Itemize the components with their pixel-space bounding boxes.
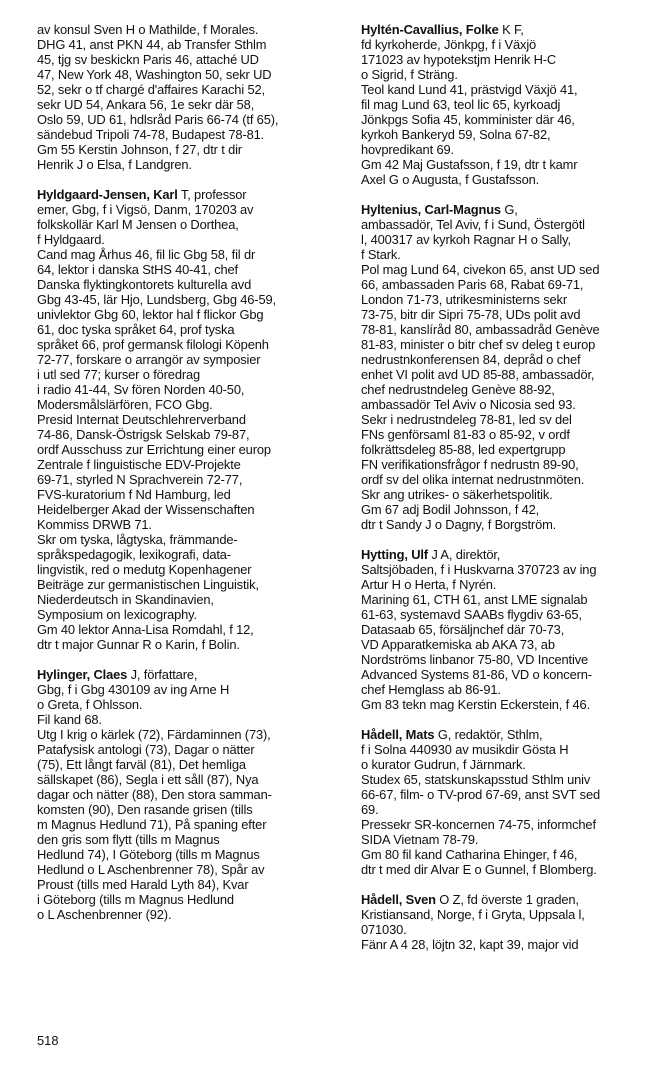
- text-line: chef nedrustndeleg Genève 88-92,: [361, 382, 555, 397]
- text-line: sekr UD 54, Ankara 56, 1e sekr där 58,: [37, 97, 255, 112]
- text-line: f Stark.: [361, 247, 401, 262]
- text-line: språkspedagogik, lexikografi, data-: [37, 547, 231, 562]
- entry-first-line: [361, 202, 651, 217]
- text-line: Hedlund 74), I Göteborg (tills m Magnus: [37, 847, 260, 862]
- text-line: sändebud Tripoli 74-78, Budapest 78-81.: [37, 127, 265, 142]
- text-line: DHG 41, anst PKN 44, ab Transfer Sthlm: [37, 37, 267, 52]
- text-line: Pressekr SR-koncernen 74-75, informchef: [361, 817, 596, 832]
- text-line: Zentrale f linguistische EDV-Projekte: [37, 457, 241, 472]
- text-line: (75), Ett långt farväl (81), Det hemliga: [37, 757, 246, 772]
- text-line: f Hyldgaard.: [37, 232, 105, 247]
- text-line: 81-83, minister o bitr chef sv deleg t europ: [361, 337, 596, 352]
- text-line: 47, New York 48, Washington 50, sekr UD: [37, 67, 272, 82]
- text-line: emer, Gbg, f i Vigsö, Danm, 170203 av: [37, 202, 254, 217]
- text-line: Gbg 43-45, lär Hjo, Lundsberg, Gbg 46-59,: [37, 292, 276, 307]
- text-line: Niederdeutsch in Skandinavien,: [37, 592, 214, 607]
- text-line: Gm 40 lektor Anna-Lisa Romdahl, f 12,: [37, 622, 254, 637]
- text-line: Sekr i nedrustndeleg 78-81, led sv del: [361, 412, 572, 427]
- text-line: folkrättsdeleg 85-88, led expertgrupp: [361, 442, 566, 457]
- text-line: London 71-73, utrikesministerns sekr: [361, 292, 567, 307]
- text-line: fil mag Lund 63, teol lic 65, kyrkoadj: [361, 97, 561, 112]
- text-line: l, 400317 av kyrkoh Ragnar H o Sally,: [361, 232, 571, 247]
- text-line: ambassadör Tel Aviv o Nicosia sed 93.: [361, 397, 576, 412]
- text-line: 74-86, Dansk-Östrigsk Selskab 79-87,: [37, 427, 250, 442]
- text-line: i utl sed 77; kurser o föredrag: [37, 367, 201, 382]
- text-line: 66-67, film- o TV-prod 67-69, anst SVT sed: [361, 787, 600, 802]
- text-line: o Sigrid, f Sträng.: [361, 67, 458, 82]
- entry-first-line: [361, 22, 651, 37]
- text-line: enhet VI polit avd UD 85-88, ambassadör,: [361, 367, 595, 382]
- entry-headword: Hyltenius, Carl-Magnus: [361, 202, 501, 217]
- text-line: Patafysisk antologi (73), Dagar o nätter: [37, 742, 255, 757]
- text-line: o kurator Gudrun, f Järnmark.: [361, 757, 526, 772]
- text-line: Jönkpgs Sofia 45, komminister där 46,: [361, 112, 575, 127]
- text-line: 171023 av hypotekstjm Henrik H-C: [361, 52, 557, 67]
- text-line: den gris som flytt (tills m Magnus: [37, 832, 220, 847]
- text-line: 071030.: [361, 922, 407, 937]
- text-line: i radio 41-44, Sv fören Norden 40-50,: [37, 382, 245, 397]
- text-line: Gm 67 adj Bodil Johnsson, f 42,: [361, 502, 540, 517]
- text-line: o Greta, f Ohlsson.: [37, 697, 143, 712]
- text-line: dagar och nätter (88), Den stora samman-: [37, 787, 272, 802]
- text-line: Cand mag Århus 46, fil lic Gbg 58, fil dr: [37, 247, 256, 262]
- entry-headword: Hådell, Sven: [361, 892, 436, 907]
- text-line: komsten (90), Den rasande grisen (tills: [37, 802, 253, 817]
- text-line: Henrik J o Elsa, f Landgren.: [37, 157, 192, 172]
- text-line: ambassadör, Tel Aviv, f i Sund, Östergötl: [361, 217, 585, 232]
- text-line: Gbg, f i Gbg 430109 av ing Arne H: [37, 682, 230, 697]
- text-line: univlektor Gbg 60, lektor hal f flickor Gbg: [37, 307, 264, 322]
- left-column: [37, 22, 337, 937]
- entry-first-line-text: T, professor: [177, 187, 247, 202]
- entry-hadell-sven: [361, 892, 651, 952]
- text-line: o L Aschenbrenner (92).: [37, 907, 172, 922]
- text-line: 66, ambassaden Paris 68, Rabat 69-71,: [361, 277, 584, 292]
- entry-first-line: [361, 727, 651, 742]
- text-line: Oslo 59, UD 61, hdlsråd Paris 66-74 (tf 65),: [37, 112, 279, 127]
- text-line: hovpredikant 69.: [361, 142, 454, 157]
- entry-headword: Hylinger, Claes: [37, 667, 128, 682]
- entry-headword: Hyldgaard-Jensen, Karl: [37, 187, 178, 202]
- text-line: folkskollär Karl M Jensen o Dorthea,: [37, 217, 239, 232]
- text-line: FNs genförsaml 81-83 o 85-92, v ordf: [361, 427, 570, 442]
- text-line: 73-75, bitr dir Sipri 75-78, UDs polit avd: [361, 307, 581, 322]
- text-line: 69.: [361, 802, 379, 817]
- text-line: Fänr A 4 28, löjtn 32, kapt 39, major vid: [361, 937, 579, 952]
- text-line: FN verifikationsfrågor f nedrustn 89-90,: [361, 457, 579, 472]
- text-line: SIDA Vietnam 78-79.: [361, 832, 479, 847]
- text-line: Studex 65, statskunskapsstud Sthlm univ: [361, 772, 591, 787]
- text-line: Axel G o Augusta, f Gustafsson.: [361, 172, 540, 187]
- text-line: FVS-kuratorium f Nd Hamburg, led: [37, 487, 231, 502]
- text-line: Nordströms linbanor 75-80, VD Incentive: [361, 652, 589, 667]
- entry-first-line-text: O Z, fd överste 1 graden,: [435, 892, 579, 907]
- text-line: VD Apparatkemiska ab AKA 73, ab: [361, 637, 555, 652]
- entry-hyltenius: [361, 202, 651, 532]
- text-line: Artur H o Herta, f Nyrén.: [361, 577, 497, 592]
- text-line: kyrkoh Bankeryd 59, Solna 67-82,: [361, 127, 551, 142]
- text-line: Modersmålslärfören, FCO Gbg.: [37, 397, 213, 412]
- text-line: lingvistik, red o medutg Kopenhagener: [37, 562, 252, 577]
- text-line: Beiträge zur germanistischen Linguistik,: [37, 577, 259, 592]
- text-line: 61-63, systemavd SAABs flygdiv 63-65,: [361, 607, 582, 622]
- text-line: Skr om tyska, lågtyska, främmande-: [37, 532, 238, 547]
- entry-headword: Hytting, Ulf: [361, 547, 428, 562]
- text-line: Marining 61, CTH 61, anst LME signalab: [361, 592, 588, 607]
- entry-hytting: [361, 547, 651, 712]
- entry-hyldgaard-jensen: [37, 187, 337, 652]
- text-line: f i Solna 440930 av musikdir Gösta H: [361, 742, 569, 757]
- text-line: ordf Ausschuss zur Errichtung einer europ: [37, 442, 271, 457]
- text-line: fd kyrkoherde, Jönkpg, f i Växjö: [361, 37, 537, 52]
- text-line: av konsul Sven H o Mathilde, f Morales.: [37, 22, 259, 37]
- entry-first-line: [361, 547, 651, 562]
- text-line: Utg I krig o kärlek (72), Färdaminnen (73),: [37, 727, 271, 742]
- text-line: sällskapet (86), Segla i ett såll (87), Nya: [37, 772, 259, 787]
- text-line: 78-81, kanslíråd 80, ambassadråd Genève: [361, 322, 600, 337]
- text-line: 52, sekr o tf chargé d'affaires Karachi 52,: [37, 82, 265, 97]
- text-line: Heidelberger Akad der Wissenschaften: [37, 502, 255, 517]
- text-line: Gm 83 tekn mag Kerstin Eckerstein, f 46.: [361, 697, 590, 712]
- text-line: 64, lektor i danska StHS 40-41, chef: [37, 262, 238, 277]
- entry-first-line-text: K F,: [498, 22, 524, 37]
- entry-first-line: [361, 892, 651, 907]
- text-line: Fil kand 68.: [37, 712, 102, 727]
- entry-hylinger: [37, 667, 337, 922]
- text-line: Advanced Systems 81-86, VD o koncern-: [361, 667, 592, 682]
- text-line: Presid Internat Deutschlehrerverband: [37, 412, 246, 427]
- text-line: Kommiss DRWB 71.: [37, 517, 152, 532]
- text-line: chef Hemglass ab 86-91.: [361, 682, 501, 697]
- text-line: Gm 42 Maj Gustafsson, f 19, dtr t kamr: [361, 157, 578, 172]
- text-line: dtr t med dir Alvar E o Gunnel, f Blomberg.: [361, 862, 597, 877]
- text-line: Teol kand Lund 41, prästvigd Växjö 41,: [361, 82, 578, 97]
- text-line: 61, doc tyska språket 64, prof tyska: [37, 322, 235, 337]
- entry-first-line-text: G,: [500, 202, 518, 217]
- entry-first-line: [37, 187, 337, 202]
- text-line: dtr t Sandy J o Dagny, f Borgström.: [361, 517, 557, 532]
- entry-first-line-text: J A, direktör,: [427, 547, 501, 562]
- text-line: i Göteborg (tills m Magnus Hedlund: [37, 892, 234, 907]
- text-line: 45, tjg sv beskickn Paris 46, attaché UD: [37, 52, 259, 67]
- text-line: Hedlund o L Aschenbrenner 78), Spår av: [37, 862, 265, 877]
- right-column: [361, 22, 651, 967]
- text-line: nedrustnkonferensen 84, depråd o chef: [361, 352, 581, 367]
- text-line: Gm 80 fil kand Catharina Ehinger, f 46,: [361, 847, 578, 862]
- text-line: språket 66, prof germansk filologi Köpenh: [37, 337, 269, 352]
- text-line: Kristiansand, Norge, f i Gryta, Uppsala l,: [361, 907, 585, 922]
- entry-hylten-cavallius: [361, 22, 651, 187]
- entry-first-line-text: G, redaktör, Sthlm,: [434, 727, 543, 742]
- text-line: Skr ang utrikes- o säkerhetspolitik.: [361, 487, 553, 502]
- page-number: 518: [37, 1033, 59, 1048]
- entry-headword: Hådell, Mats: [361, 727, 435, 742]
- text-line: dtr t major Gunnar R o Karin, f Bolin.: [37, 637, 240, 652]
- text-line: Saltsjöbaden, f i Huskvarna 370723 av ing: [361, 562, 597, 577]
- text-line: 72-77, forskare o arrangör av symposier: [37, 352, 261, 367]
- entry-first-line: [37, 667, 337, 682]
- text-line: Danska flyktingkontorets kulturella avd: [37, 277, 252, 292]
- text-line: Symposium on lexicography.: [37, 607, 197, 622]
- text-line: Proust (tills med Harald Lyth 84), Kvar: [37, 877, 249, 892]
- entry-continued: [37, 22, 337, 172]
- entry-headword: Hyltén-Cavallius, Folke: [361, 22, 499, 37]
- entry-first-line-text: J, författare,: [127, 667, 198, 682]
- text-line: Gm 55 Kerstin Johnson, f 27, dtr t dir: [37, 142, 242, 157]
- text-line: 69-71, styrled N Sprachverein 72-77,: [37, 472, 243, 487]
- text-line: Pol mag Lund 64, civekon 65, anst UD sed: [361, 262, 600, 277]
- text-line: m Magnus Hedlund 71), På spaning efter: [37, 817, 267, 832]
- entry-hadell-mats: [361, 727, 651, 877]
- text-line: ordf sv del olika internat nedrustnmöten.: [361, 472, 585, 487]
- text-line: Datasaab 65, försäljnchef där 70-73,: [361, 622, 565, 637]
